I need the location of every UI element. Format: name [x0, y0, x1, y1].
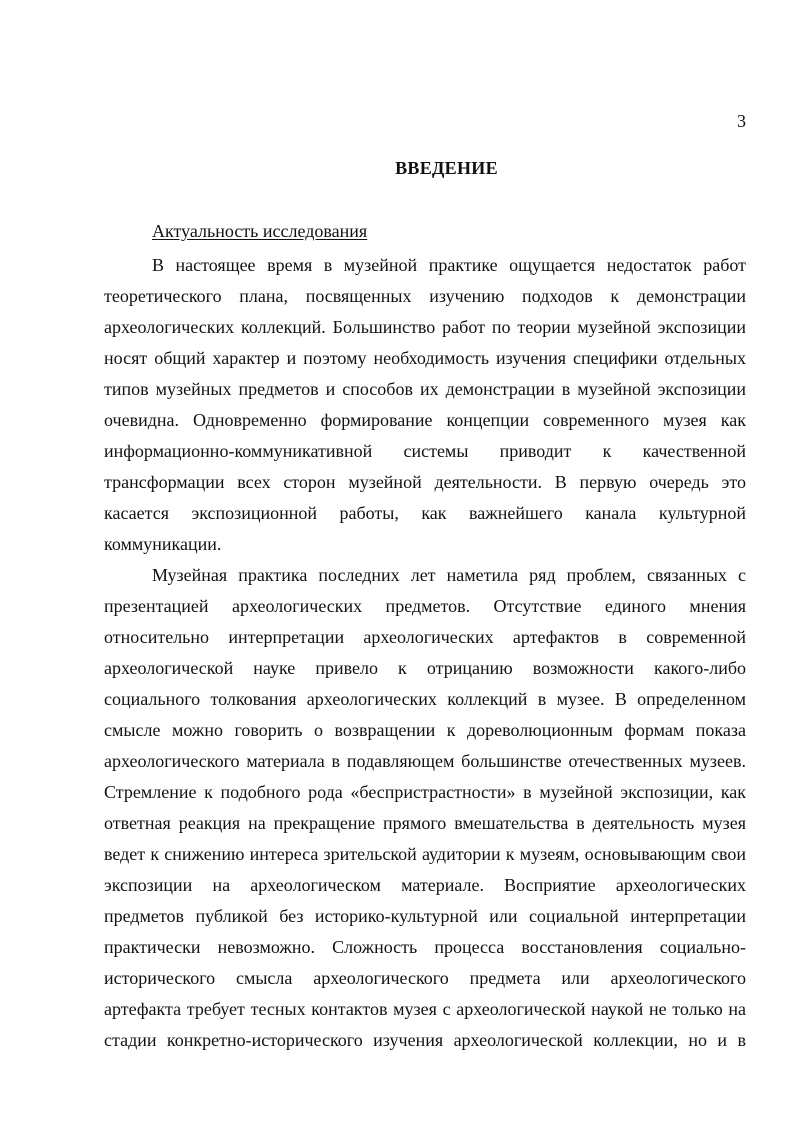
section-title: Актуальность исследования [152, 221, 368, 241]
text-line: исторического смысла археологического предмета или археологического [104, 968, 746, 988]
text-line: носят общий характер и поэтому необходимость изучения специфики отдельных [104, 348, 746, 368]
page-number: 3 [737, 111, 746, 131]
text-line: стадии конкретно-исторического изучения археологической коллекции, но и в [104, 1030, 746, 1050]
text-line: Стремление к подобного рода «беспристрастности» в музейной экспозиции, как [104, 782, 746, 802]
text-line: практически невозможно. Сложность процесса восстановления социально- [104, 937, 746, 957]
text-line: ответная реакция на прекращение прямого вмешательства в деятельность музея [104, 813, 746, 833]
text-line: предметов публикой без историко-культурной или социальной интерпретации [104, 906, 746, 926]
text-line: артефакта требует тесных контактов музея с археологической наукой не только на [104, 999, 746, 1019]
text-line: археологического материала в подавляющем большинстве отечественных музеев. [104, 751, 746, 771]
text-line: смысле можно говорить о возвращении к дореволюционным формам показа [104, 720, 746, 740]
text-line: ведет к снижению интереса зрительской аудитории к музеям, основывающим свои [104, 844, 746, 864]
text-line: очевидна. Одновременно формирование концепции современного музея как [104, 410, 746, 430]
text-line: В настоящее время в музейной практике ощущается недостаток работ [152, 255, 746, 275]
text-line: археологической науке привело к отрицанию возможности какого-либо [104, 658, 746, 678]
text-line: теоретического плана, посвященных изучению подходов к демонстрации [104, 286, 746, 306]
text-line: социального толкования археологических коллекций в музее. В определенном [104, 689, 746, 709]
text-line: экспозиции на археологическом материале. Восприятие археологических [104, 875, 746, 895]
body-text [104, 250, 746, 1056]
text-line: археологических коллекций. Большинство работ по теории музейной экспозиции [104, 317, 746, 337]
text-line: относительно интерпретации археологических артефактов в современной [104, 627, 746, 647]
text-line: коммуникации. [104, 534, 222, 554]
text-line: касается экспозиционной работы, как важнейшего канала культурной [104, 503, 746, 523]
text-line: трансформации всех сторон музейной деятельности. В первую очередь это [104, 472, 746, 492]
text-line: информационно-коммуникативной системы приводит к качественной [104, 441, 746, 461]
page-heading: ВВЕДЕНИЕ [395, 158, 498, 178]
text-line: презентацией археологических предметов. Отсутствие единого мнения [104, 596, 746, 616]
text-line: типов музейных предметов и способов их демонстрации в музейной экспозиции [104, 379, 746, 399]
text-line: Музейная практика последних лет наметила ряд проблем, связанных с [152, 565, 746, 585]
